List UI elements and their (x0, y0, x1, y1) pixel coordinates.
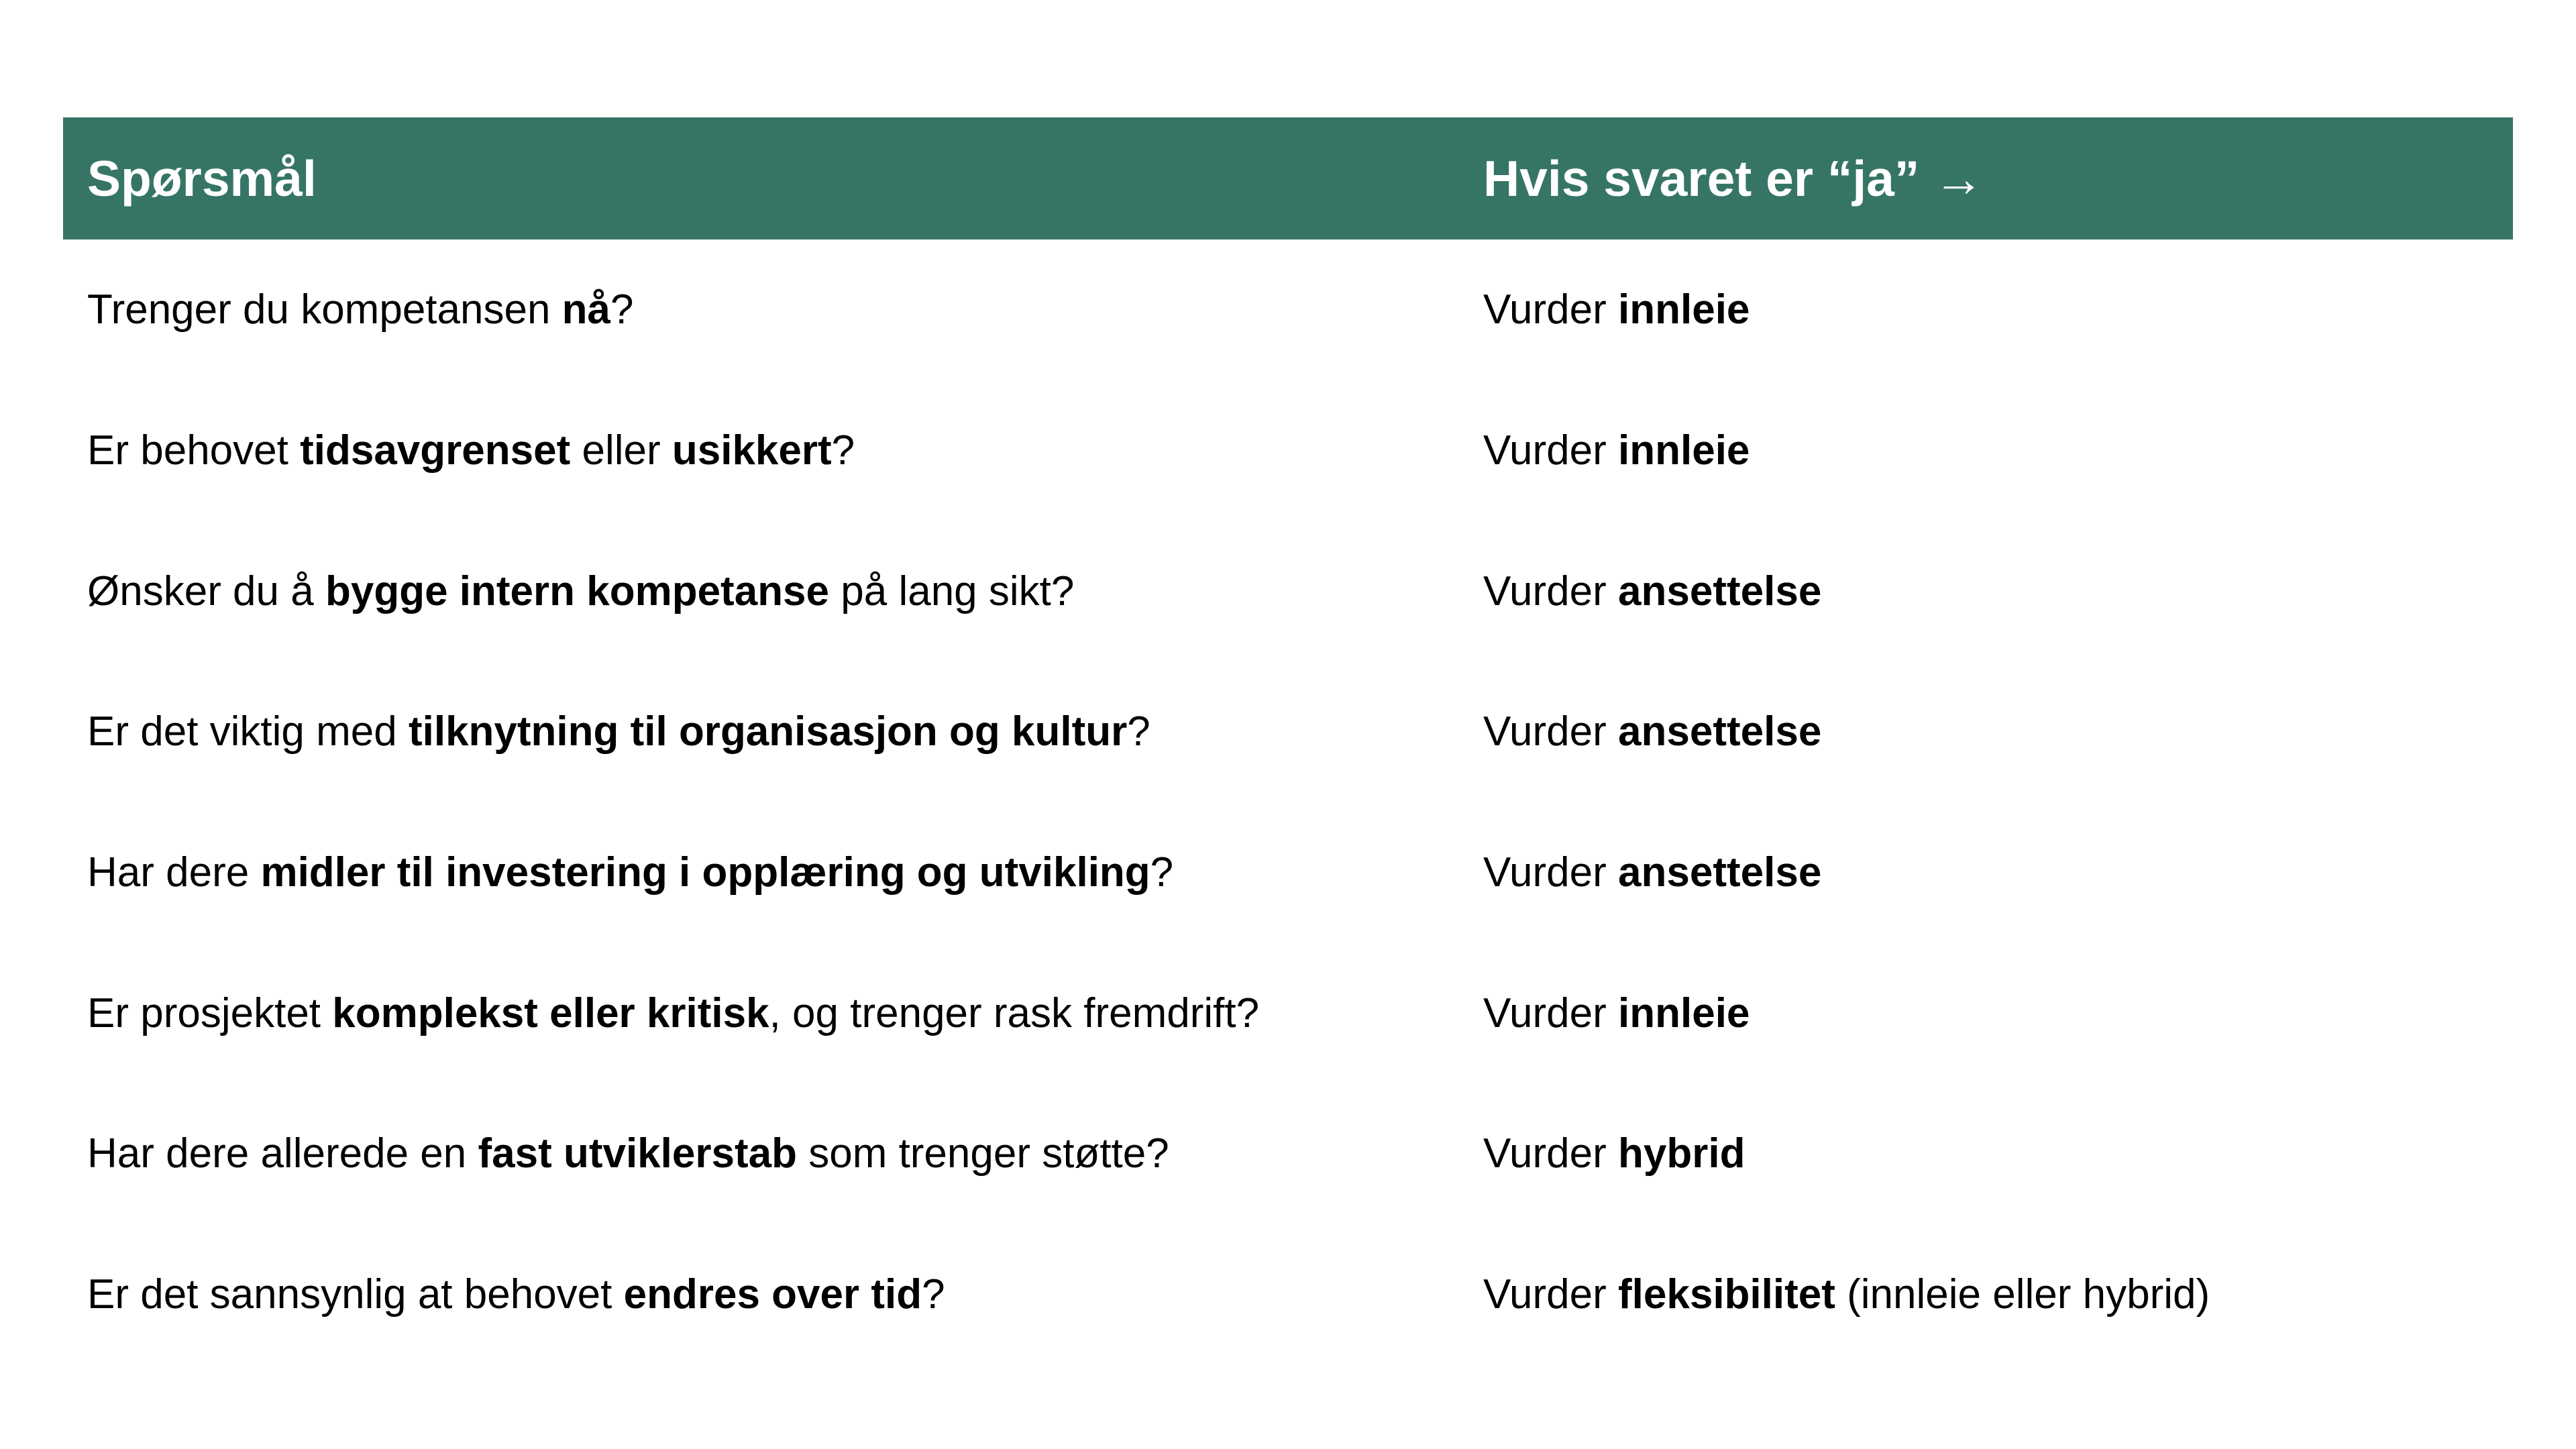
text-segment: (innleie eller hybrid) (1835, 1271, 2210, 1318)
text-segment: Vurder (1483, 1271, 1619, 1318)
emphasis-text: bygge intern kompetanse (325, 568, 830, 614)
text-segment: Trenger du kompetansen (87, 286, 562, 333)
emphasis-text: tilknytning til organisasjon og kultur (408, 708, 1128, 755)
text-segment: ? (1150, 849, 1174, 896)
text-segment: ? (922, 1271, 945, 1318)
text-segment: eller (570, 427, 672, 474)
text-segment: Er behovet (87, 427, 301, 474)
emphasis-text: usikkert (672, 427, 832, 474)
table-row (63, 943, 2513, 1083)
text-segment: Er det sannsynlig at behovet (87, 1271, 624, 1318)
text-segment: Vurder (1483, 1130, 1619, 1177)
question-cell (63, 286, 1483, 333)
recommendation-cell (1483, 568, 2513, 615)
emphasis-text: innleie (1618, 989, 1750, 1036)
text-segment: Har dere (87, 849, 261, 896)
recommendation-cell (1483, 286, 2513, 333)
text-segment: Har dere allerede en (87, 1130, 478, 1177)
emphasis-text: tidsavgrenset (300, 427, 571, 474)
question-cell (63, 708, 1483, 755)
emphasis-text: hybrid (1618, 1130, 1746, 1177)
text-segment: ? (1127, 708, 1150, 755)
question-cell (63, 989, 1483, 1037)
emphasis-text: ansettelse (1618, 708, 1822, 755)
table-row (63, 239, 2513, 380)
table-row (63, 1083, 2513, 1224)
table-row (63, 1224, 2513, 1365)
text-segment: Vurder (1483, 568, 1619, 614)
question-cell (63, 849, 1483, 896)
text-segment: Vurder (1483, 708, 1619, 755)
table-body (63, 239, 2513, 1365)
emphasis-text: ansettelse (1618, 849, 1822, 896)
text-segment: Er det viktig med (87, 708, 409, 755)
emphasis-text: midler til investering i opplæring og utvikling (260, 849, 1150, 896)
emphasis-text: ansettelse (1618, 568, 1822, 614)
emphasis-text: nå (561, 286, 611, 333)
question-cell (63, 1271, 1483, 1318)
recommendation-cell (1483, 708, 2513, 755)
emphasis-text: komplekst eller kritisk (332, 989, 769, 1036)
emphasis-text: fleksibilitet (1618, 1271, 1835, 1318)
text-segment: som trenger støtte? (796, 1130, 1169, 1177)
table-row (63, 802, 2513, 943)
table-row (63, 661, 2513, 802)
question-cell (63, 568, 1483, 615)
emphasis-text: innleie (1618, 286, 1750, 333)
text-segment: Vurder (1483, 989, 1619, 1036)
text-segment: Vurder (1483, 286, 1619, 333)
table-row (63, 380, 2513, 521)
header-answer: Hvis svaret er “ja” → (1483, 150, 1984, 207)
text-segment: Vurder (1483, 427, 1619, 474)
emphasis-text: innleie (1618, 427, 1750, 474)
table-header (63, 117, 2513, 239)
text-segment: på lang sikt? (829, 568, 1075, 614)
text-segment: Er prosjektet (87, 989, 333, 1036)
header-question: Spørsmål (87, 150, 317, 207)
decision-table (63, 117, 2513, 1365)
recommendation-cell (1483, 989, 2513, 1037)
recommendation-cell (1483, 427, 2513, 474)
recommendation-cell (1483, 1271, 2513, 1318)
emphasis-text: fast utviklerstab (478, 1130, 797, 1177)
emphasis-text: endres over tid (623, 1271, 922, 1318)
table-row (63, 521, 2513, 661)
recommendation-cell (1483, 1130, 2513, 1177)
text-segment: Ønsker du å (87, 568, 325, 614)
text-segment: , og trenger rask fremdrift? (769, 989, 1260, 1036)
text-segment: ? (831, 427, 855, 474)
recommendation-cell (1483, 849, 2513, 896)
text-segment: Vurder (1483, 849, 1619, 896)
question-cell (63, 427, 1483, 474)
question-cell (63, 1130, 1483, 1177)
text-segment: ? (610, 286, 634, 333)
